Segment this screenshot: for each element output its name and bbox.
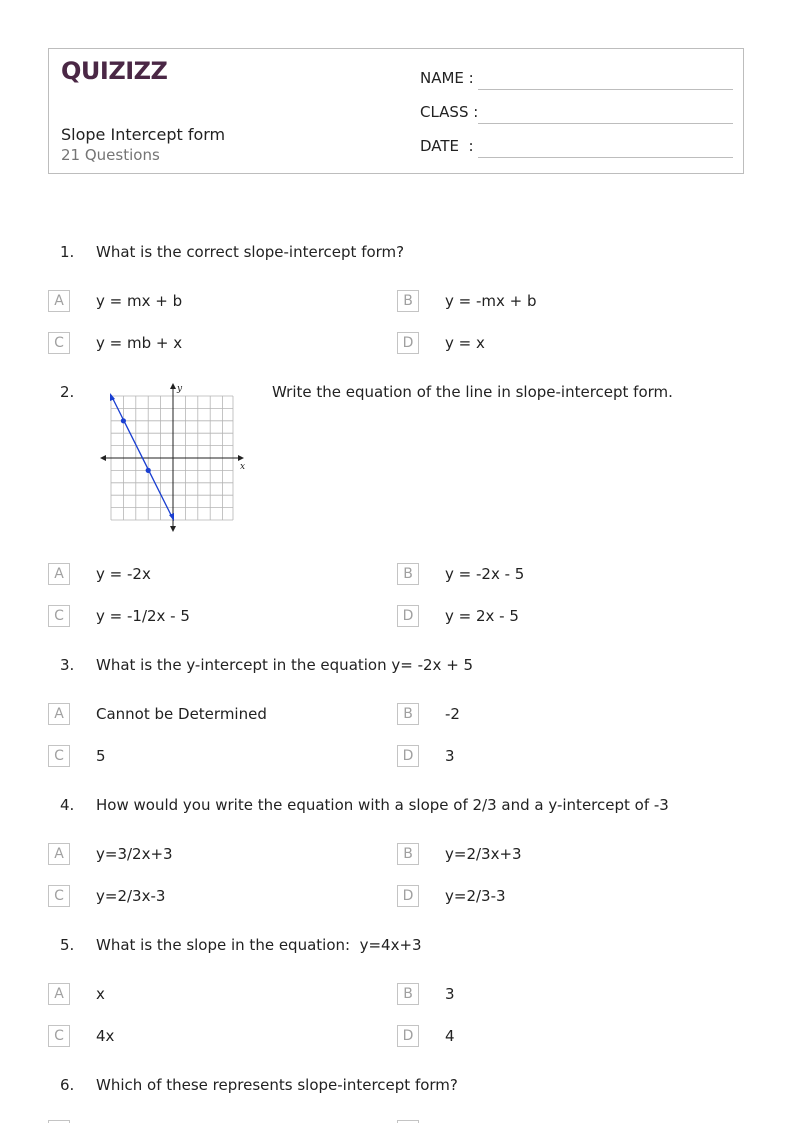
question-count: 21 Questions: [61, 146, 160, 164]
option-box[interactable]: B: [397, 703, 419, 725]
question-text: Write the equation of the line in slope-intercept form.: [272, 383, 673, 401]
option-text: y=3/2x+3: [96, 845, 173, 863]
question-text: Which of these represents slope-intercept form?: [96, 1076, 458, 1094]
question-number: 6.: [60, 1076, 75, 1094]
option-box[interactable]: D: [397, 1025, 419, 1047]
option-box[interactable]: B: [397, 983, 419, 1005]
option-text: -2: [445, 705, 460, 723]
question-text: How would you write the equation with a slope of 2/3 and a y-intercept of -3: [96, 796, 669, 814]
worksheet-title: Slope Intercept form: [61, 125, 226, 144]
option-text: 3: [445, 747, 455, 765]
option-text: y = x: [445, 334, 485, 352]
graph-line: [111, 395, 173, 519]
option-box[interactable]: C: [48, 332, 70, 354]
option-box[interactable]: A: [48, 983, 70, 1005]
option-box[interactable]: A: [48, 563, 70, 585]
option-text: 4: [445, 1027, 455, 1045]
question-text: What is the y-intercept in the equation y= -2x + 5: [96, 656, 474, 674]
question-text: What is the slope in the equation: y=4x+3: [96, 936, 422, 954]
y-axis-arrow-down: [170, 526, 176, 532]
date-label: DATE :: [420, 137, 474, 155]
option-text: y=2/3x-3: [96, 887, 166, 905]
question-number: 5.: [60, 936, 75, 954]
y-axis-label: y: [177, 384, 183, 394]
option-box[interactable]: C: [48, 745, 70, 767]
option-text: y = -2x: [96, 565, 151, 583]
question-number: 1.: [60, 243, 75, 261]
point: [146, 468, 151, 473]
option-box[interactable]: A: [48, 843, 70, 865]
option-box[interactable]: D: [397, 745, 419, 767]
line-arrow-top: [110, 393, 115, 401]
option-text: y = -1/2x - 5: [96, 607, 190, 625]
option-text: 3: [445, 985, 455, 1003]
option-box[interactable]: B: [397, 843, 419, 865]
y-axis-arrow-up: [170, 383, 176, 389]
option-text: y = -mx + b: [445, 292, 537, 310]
option-box[interactable]: A: [48, 703, 70, 725]
option-box[interactable]: C: [48, 1025, 70, 1047]
option-text: Cannot be Determined: [96, 705, 267, 723]
class-line: [478, 123, 733, 124]
question-number: 2.: [60, 383, 75, 401]
name-line: [478, 89, 733, 90]
option-text: y = 2x - 5: [445, 607, 519, 625]
question-text: What is the correct slope-intercept form?: [96, 243, 405, 261]
option-box[interactable]: D: [397, 332, 419, 354]
name-label: NAME :: [420, 69, 474, 87]
option-text: y = mx + b: [96, 292, 183, 310]
option-box[interactable]: D: [397, 605, 419, 627]
option-text: 5: [96, 747, 106, 765]
option-box[interactable]: D: [397, 885, 419, 907]
quizizz-logo: QUIZIZZ: [61, 57, 168, 85]
point: [121, 418, 126, 423]
option-text: y=2/3x+3: [445, 845, 522, 863]
option-text: y = mb + x: [96, 334, 183, 352]
option-box[interactable]: A: [48, 290, 70, 312]
option-text: x: [96, 985, 105, 1003]
x-axis-arrow-left: [100, 455, 106, 461]
option-box[interactable]: C: [48, 885, 70, 907]
x-axis-label: x: [240, 462, 246, 472]
option-text: y = -2x - 5: [445, 565, 525, 583]
class-label: CLASS :: [420, 103, 479, 121]
worksheet-header: [48, 48, 744, 174]
option-text: y=2/3-3: [445, 887, 506, 905]
question-number: 3.: [60, 656, 75, 674]
option-box[interactable]: B: [397, 563, 419, 585]
option-box[interactable]: B: [397, 290, 419, 312]
x-axis-arrow-right: [238, 455, 244, 461]
date-line: [478, 157, 733, 158]
coordinate-graph: [97, 380, 249, 535]
question-number: 4.: [60, 796, 75, 814]
option-box[interactable]: C: [48, 605, 70, 627]
option-text: 4x: [96, 1027, 115, 1045]
